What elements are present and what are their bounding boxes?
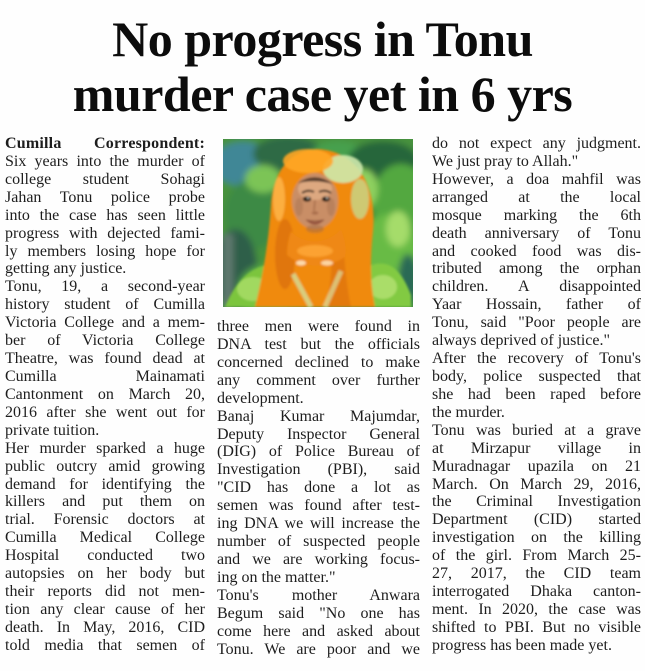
article-text-line: the Criminal Investigation — [432, 493, 641, 511]
article-text-line: into the case has seen little — [5, 206, 205, 224]
article-text-line: Jahan Tonu police probe — [5, 188, 205, 206]
article-text-line: "CID has done a lot as — [217, 479, 420, 497]
article-text-line: interrogated Dhaka canton- — [432, 583, 641, 601]
article-column-right — [432, 135, 641, 659]
headline-line-2: murder case yet in 6 yrs — [72, 66, 573, 122]
article-text-line: college student Sohagi — [5, 170, 205, 188]
article-text-line: arranged at the local — [432, 188, 641, 206]
article-text-line: DNA test but the officials — [217, 335, 420, 353]
article-text-line: private tuition. — [5, 421, 100, 439]
article-text-line: Muradnagar upazila on 21 — [432, 457, 641, 475]
article-column-middle — [217, 135, 420, 659]
article-text-line: Six years into the murder of — [5, 152, 205, 170]
article-text-line: Her murder sparked a huge — [5, 439, 205, 457]
article-text-line: 27, 2017, the CID team — [432, 565, 641, 583]
article-column-left — [5, 135, 205, 659]
article-text-line: ly members losing hope for — [5, 242, 205, 260]
article-text-line: Tonu was buried at a grave — [432, 421, 641, 439]
article-text-line: Yaar Hossain, father of — [432, 296, 641, 314]
article-text-line: demand for identifying the — [5, 475, 205, 493]
article-text-line: March. On March 29, 2016, — [432, 475, 641, 493]
article-text-line: Tonu, 19, a second-year — [5, 278, 205, 296]
article-text-line: come here and asked about — [217, 622, 420, 640]
tonu-photo-illustration — [223, 139, 413, 307]
article-text-line: told media that semen of — [5, 636, 205, 654]
article-text-line: getting any justice. — [5, 260, 127, 278]
article-text-line: number of suspected people — [217, 533, 420, 551]
article-text-line: three men were found in — [217, 318, 420, 335]
article-text-line: After the recovery of Tonu's — [432, 350, 641, 368]
article-text-line: Tonu. We are poor and we — [217, 640, 420, 658]
article-text-line: Tonu's mother Anwara — [217, 586, 420, 604]
article-text-line: Department (CID) started — [432, 511, 641, 529]
article-text-line: progress has been made yet. — [432, 636, 612, 654]
article-text-line: and we are working focus- — [217, 550, 420, 568]
article-text-line: history student of Cumilla — [5, 296, 205, 314]
article-text-line: death anniversary of Tonu — [432, 224, 641, 242]
article-text-line: However, a doa mahfil was — [432, 170, 641, 188]
article-text-line: public outcry amid growing — [5, 457, 205, 475]
article-text-line: children. A disappointed — [432, 278, 641, 296]
article-text-line: We just pray to Allah." — [432, 152, 579, 170]
article-text-line: Deputy Inspector General — [217, 425, 420, 443]
article-text-line: Theatre, was found dead at — [5, 350, 205, 368]
article-text-line: Cumilla Mainamati — [5, 367, 205, 385]
tonu-photo — [223, 139, 413, 307]
article-text-line: do not expect any judgment. — [432, 135, 641, 152]
article-text-line: tion any clear cause of her — [5, 600, 205, 618]
article-text-line: semen was found after test- — [217, 497, 420, 515]
article-text-line: killers and put them on — [5, 493, 205, 511]
article-text-line: ment. In 2020, the case was — [432, 600, 641, 618]
article-body — [0, 135, 645, 659]
article-text-line: Begum said "No one has — [217, 604, 420, 622]
article-text-line: the murder. — [432, 403, 505, 421]
article-text-line: autopsies on her body but — [5, 565, 205, 583]
article-text-line: their reports did not men- — [5, 583, 205, 601]
article-text-line: any comment over further — [217, 371, 420, 389]
article-text-line: investigation on the killing — [432, 529, 641, 547]
article-text-line: at Mirzapur village in — [432, 439, 641, 457]
article-text-line: of the girl. From March 25- — [432, 547, 641, 565]
article-text-line: development. — [217, 389, 304, 407]
article-column-middle-text — [217, 318, 420, 659]
article-text-line: and cooked food was dis- — [432, 242, 641, 260]
article-text-line: Cumilla Medical College — [5, 529, 205, 547]
article-text-line: death. In May, 2016, CID — [5, 618, 205, 636]
article-text-line: Victoria College and a mem- — [5, 314, 205, 332]
article-text-line: shifted to PBI. But no visible — [432, 618, 641, 636]
article-text-line: always deprived of justice." — [432, 332, 611, 350]
article-text-line: concerned declined to make — [217, 353, 420, 371]
article-text-line: mosque marking the 6th — [432, 206, 641, 224]
article-text-line: ing DNA we will increase the — [217, 515, 420, 533]
article-text-line: Tonu, said "Poor people are — [432, 314, 641, 332]
headline — [0, 12, 645, 122]
article-text-line: (DIG) of Police Bureau of — [217, 443, 420, 461]
byline: Cumilla Correspondent: — [5, 135, 205, 152]
headline-line-1: No progress in Tonu — [112, 11, 533, 67]
article-text-line: Hospital conducted two — [5, 547, 205, 565]
article-text-line: Banaj Kumar Majumdar, — [217, 407, 420, 425]
article-text-line: body, police suspected that — [432, 367, 641, 385]
article-text-line: Cantonment on March 20, — [5, 385, 205, 403]
article-text-line: ber of Victoria College — [5, 332, 205, 350]
article-text-line: Investigation (PBI), said — [217, 461, 420, 479]
article-text-line: she had been raped before — [432, 385, 641, 403]
article-text-line: 2016 after she went out for — [5, 403, 205, 421]
article-text-line: ing on the matter." — [217, 568, 336, 586]
article-text-line: trial. Forensic doctors at — [5, 511, 205, 529]
article-text-line: tributed among the orphan — [432, 260, 641, 278]
article-text-line: progress with dejected fami- — [5, 224, 205, 242]
